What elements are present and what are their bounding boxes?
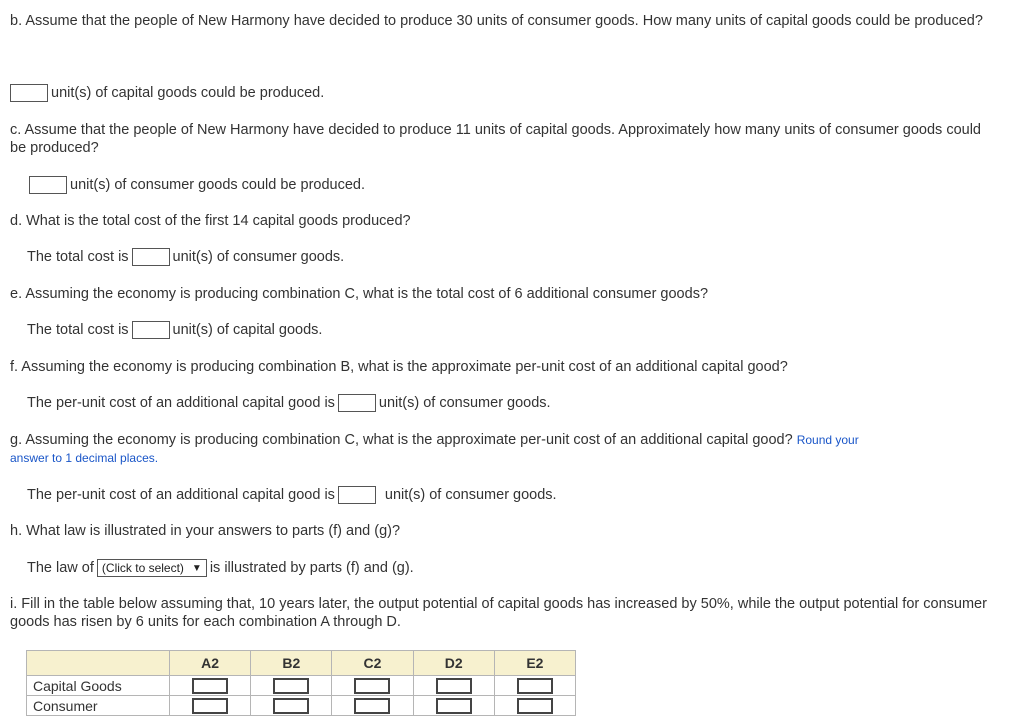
question-i-text: i. Fill in the table below assuming that, 10 years later, the output potential of capital goods has increased by 50%, while the output potential for consumer goods has risen by 6 units for each combination A through D.	[10, 596, 987, 630]
question-b-text: b. Assume that the people of New Harmony have decided to produce 30 units of consumer goods. How many units of capital goods could be produced?	[10, 13, 983, 29]
rounding-note: Round your	[796, 433, 859, 447]
answer-f-input[interactable]	[338, 394, 376, 412]
table-header-row	[27, 651, 576, 676]
capital-a2-input[interactable]	[192, 678, 228, 694]
answer-f-prefix: The per-unit cost of an additional capital good is	[27, 395, 335, 411]
column-header: B2	[251, 651, 332, 676]
output-table	[26, 650, 576, 716]
capital-c2-input[interactable]	[354, 678, 390, 694]
question-f-text: f. Assuming the economy is producing combination B, what is the approximate per-unit cost of an additional capital good?	[10, 359, 788, 375]
table-corner-cell	[27, 651, 170, 676]
law-select-dropdown[interactable]	[97, 559, 207, 577]
column-header: E2	[494, 651, 575, 676]
question-d-text: d. What is the total cost of the first 14 capital goods produced?	[10, 213, 411, 229]
question-c-text: c. Assume that the people of New Harmony have decided to produce 11 units of capital goods. Approximately how many units of consumer goods could be produced?	[10, 122, 981, 156]
answer-f-suffix: unit(s) of consumer goods.	[378, 395, 551, 411]
answer-g-input[interactable]	[338, 486, 376, 504]
capital-b2-input[interactable]	[273, 678, 309, 694]
chevron-down-icon: ▼	[191, 562, 202, 574]
answer-c-input[interactable]	[29, 176, 67, 194]
question-h-text: h. What law is illustrated in your answers to parts (f) and (g)?	[10, 523, 401, 539]
answer-b-suffix: unit(s) of capital goods could be produced.	[51, 85, 325, 101]
question-e-text: e. Assuming the economy is producing combination C, what is the total cost of 6 additional consumer goods?	[10, 286, 709, 302]
answer-e-input[interactable]	[132, 321, 170, 339]
capital-d2-input[interactable]	[436, 678, 472, 694]
answer-d-prefix: The total cost is	[27, 249, 129, 265]
answer-h-prefix: The law of	[27, 560, 94, 576]
answer-b-input[interactable]	[10, 84, 48, 102]
table-row	[27, 676, 576, 696]
column-header: D2	[413, 651, 494, 676]
table-row	[27, 696, 576, 716]
question-g	[10, 431, 1000, 467]
question-g-text: g. Assuming the economy is producing combination C, what is the approximate per-unit cost of an additional capital good?	[10, 432, 793, 448]
answer-d-suffix: unit(s) of consumer goods.	[172, 249, 345, 265]
answer-g-suffix: unit(s) of consumer goods.	[384, 487, 557, 503]
answer-c-suffix: unit(s) of consumer goods could be produced.	[70, 177, 366, 193]
answer-g-prefix: The per-unit cost of an additional capital good is	[27, 487, 335, 503]
row-label: Capital Goods	[27, 676, 170, 696]
law-select-label: (Click to select)	[101, 561, 184, 575]
answer-e-suffix: unit(s) of capital goods.	[172, 322, 323, 338]
rounding-note-cont: answer to 1 decimal places.	[10, 451, 159, 465]
column-header: C2	[332, 651, 413, 676]
row-label: Consumer	[27, 696, 170, 716]
answer-d-input[interactable]	[132, 248, 170, 266]
column-header: A2	[170, 651, 251, 676]
answer-e-prefix: The total cost is	[27, 322, 129, 338]
capital-e2-input[interactable]	[517, 678, 553, 694]
answer-h-suffix: is illustrated by parts (f) and (g).	[209, 560, 414, 576]
